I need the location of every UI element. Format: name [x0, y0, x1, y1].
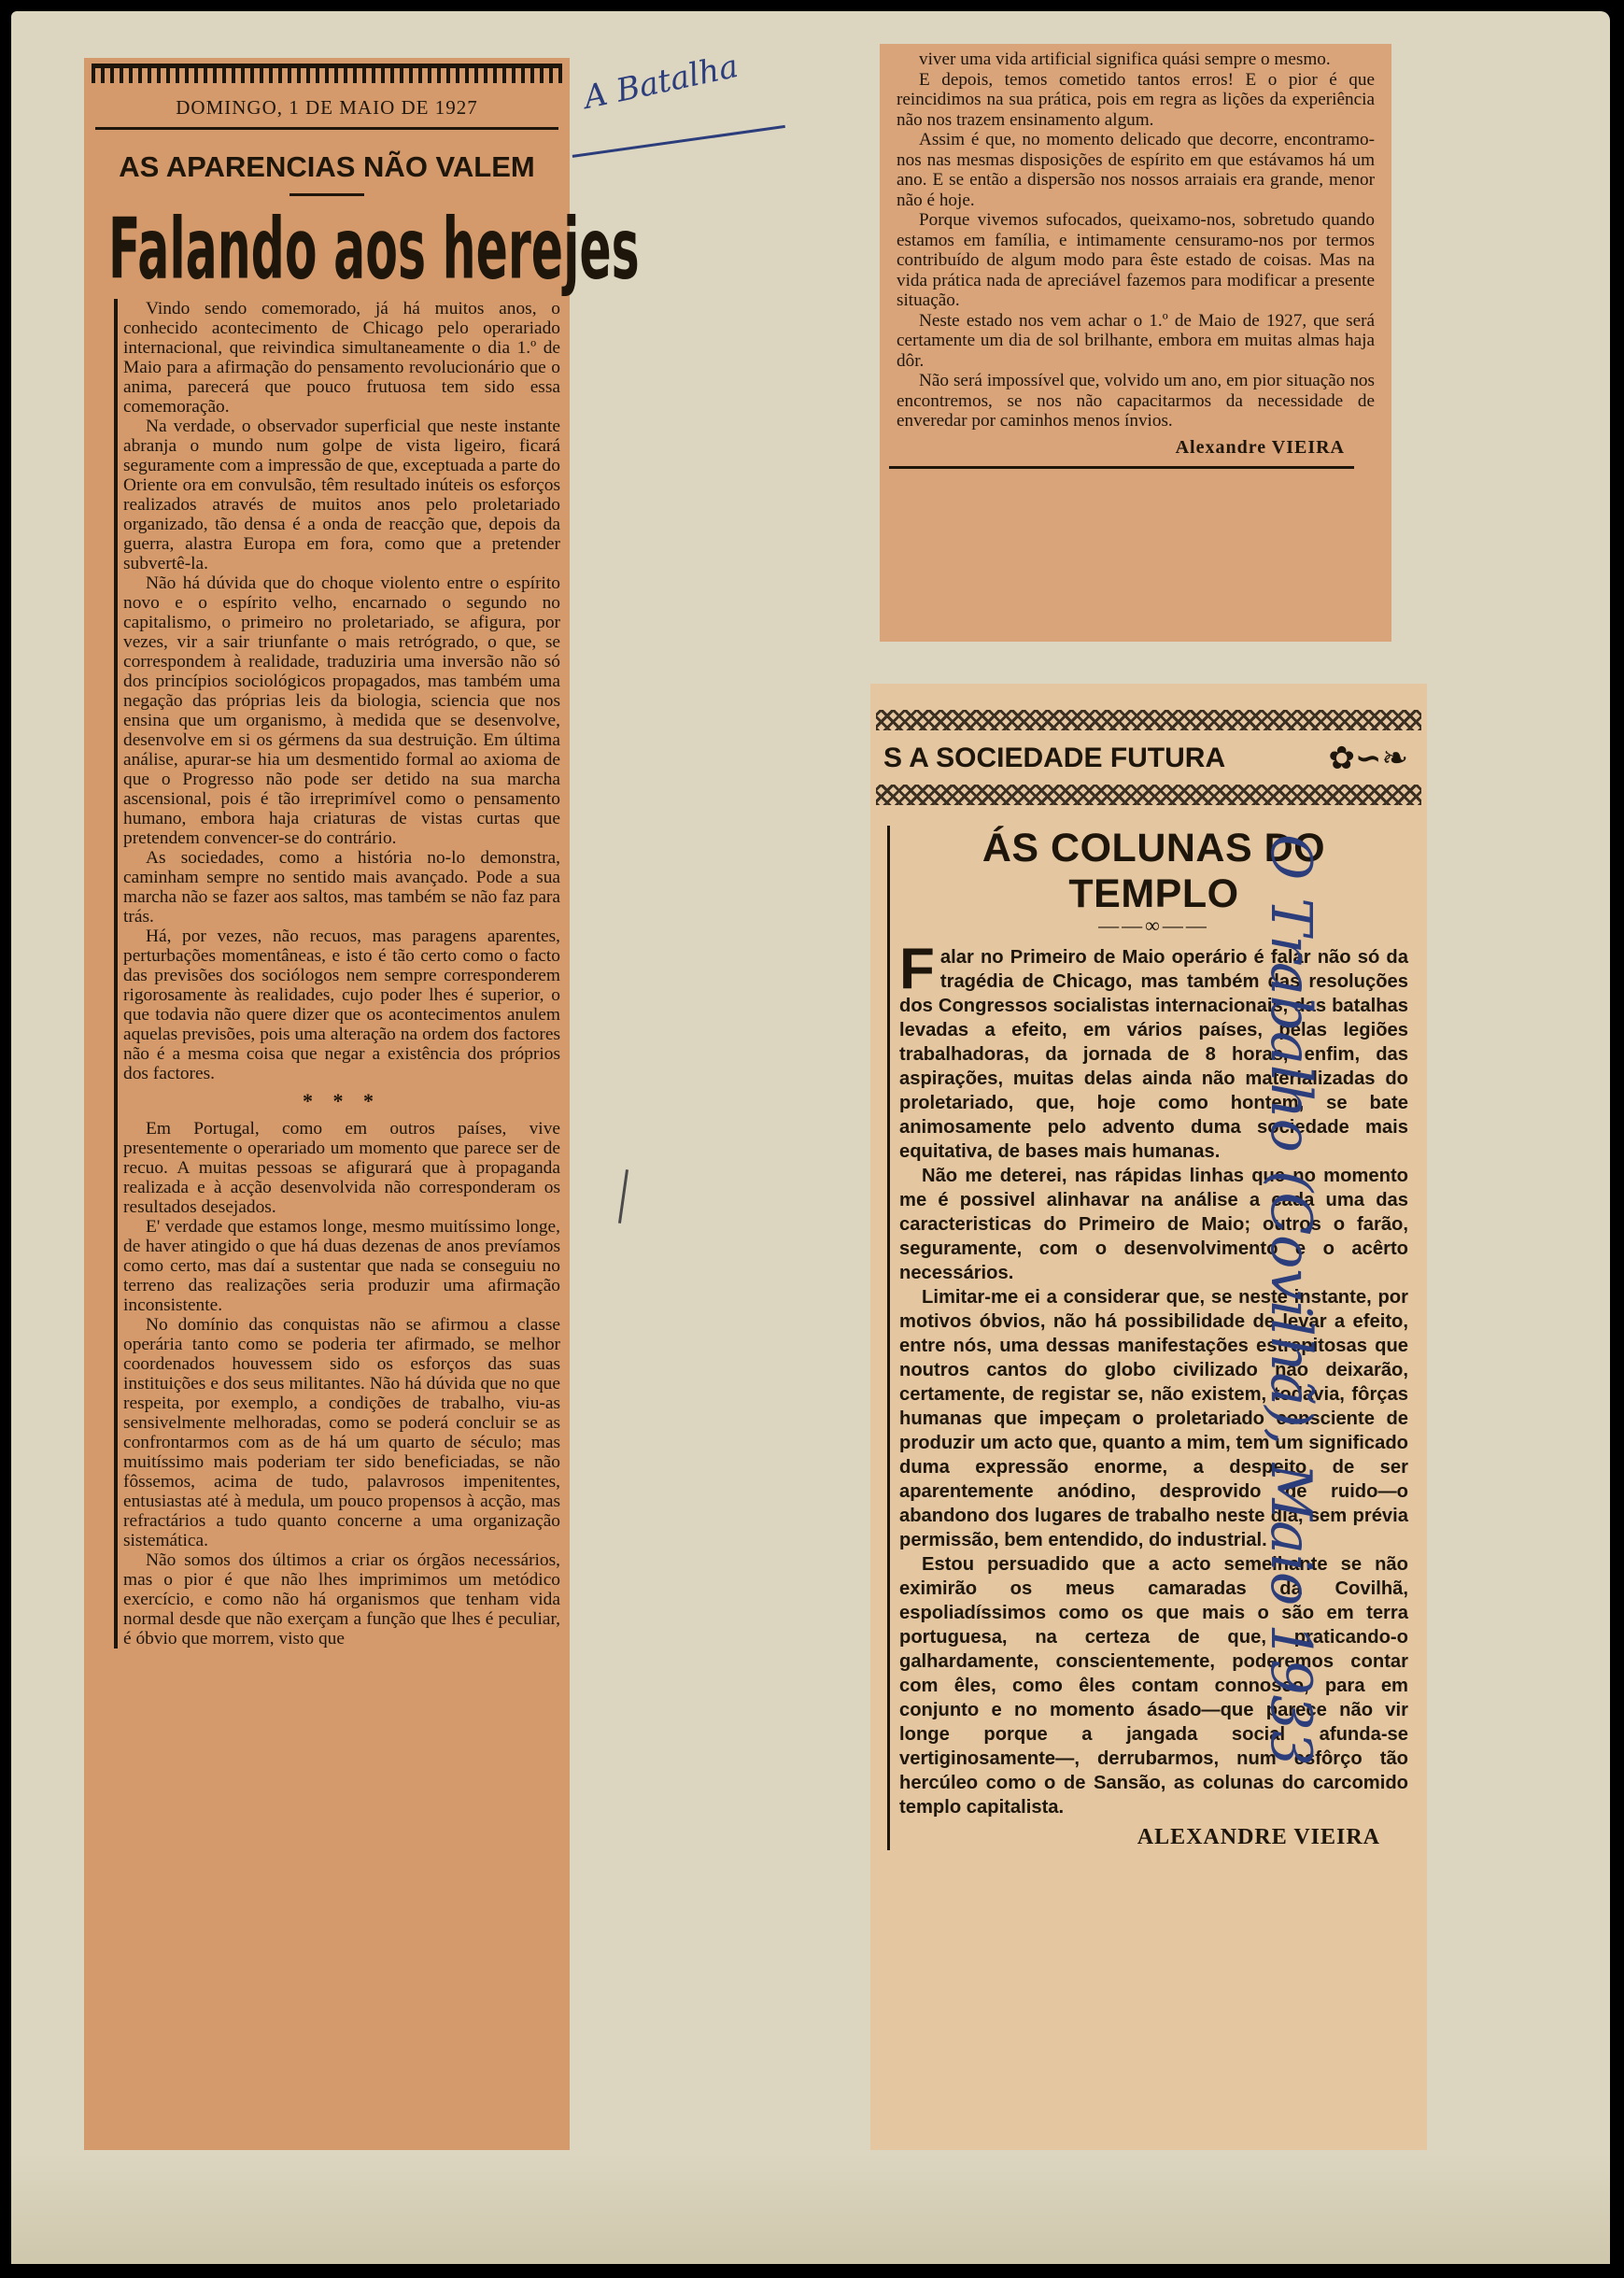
- section-separator: * * *: [303, 1089, 381, 1112]
- paragraph-text: alar no Primeiro de Maio operário é falar não só da tragédia de Chicago, mas também das resoluções dos Congressos socialistas internacionais, das batalhas levadas a efeito, em vários países, pelas legiões trabalhadoras, da jornada de 8 horas, enfim, das aspirações, muitas delas ainda não materializadas do proletariado, que, hoje como hontem, se bate animosamente pelo advento duma sociedade mais equitativa, de bases mais humanas.: [899, 947, 1408, 1162]
- headline: ÁS COLUNAS DO TEMPLO: [981, 826, 1326, 916]
- article-frame: [887, 826, 1408, 1850]
- left-clipping: [84, 58, 640, 2229]
- paragraph: Limitar-me ei a considerar que, se neste instante, por motivos óbvios, não há possibilidade de levar a efeito, entre nós, uma dessas manifestações estrepitosas que noutros cantos do globo civilizado não deixarão, certamente, de registar se, não existem, todavia, fôrças humanas que impeçam o proletariado consciente de produzir um acto que, quanto a mim, tem um significado duma expressão enorme, a despeito de ser aparentemente anódino, desprovido de ruido—o abandono dos lugares de trabalho neste dia, sem prévia permissão, bem entendido, do industrial.: [899, 1287, 1408, 1550]
- paragraph: Estou persuadido que a acto semelhante se não eximirão os meus camaradas da Covilhã, espoliadíssimos como os que mais o são em terra portuguesa, na certeza de que, praticando-o galhardamente, conscientemente, poderemos contar com êles, como êles contam connosco, para em conjunto e no momento ásado—que parece não vir longe porque a jangada social afunda-se vertiginosamente—, derrubarmos, num esfôrço tão hercúleo como o de Sansão, as colunas do carcomido templo capitalista.: [899, 1554, 1408, 1818]
- masthead-rule: [92, 64, 562, 83]
- kicker-rule: [289, 193, 364, 196]
- flower-ornament-icon: ✿∽❧: [1328, 741, 1408, 776]
- paragraph: Assim é que, no momento delicado que decorre, encontramo-nos nas mesmas disposições de espírito em que estávamos há um ano. E se então a dispersão nos nossos arraiais era grande, menor não é hoje.: [897, 130, 1375, 210]
- closing-rule: [889, 466, 1354, 469]
- paragraph: Vindo sendo comemorado, já há muitos anos, o conhecido acontecimento de Chicago pelo operariado internacional, que reivindica simultaneamente o dia 1.º de Maio para a afirmação do pensamento revolucionário que o anima, parecerá que pouco frutuosa tem sido essa comemoração.: [123, 299, 560, 417]
- paragraph: Não me deterei, nas rápidas linhas que no momento me é possivel alinhavar na análise a cada uma das caracteristicas do Primeiro de Maio; outros o farão, seguramente, com o desenvolvimento e o acêrto necessários.: [899, 1166, 1408, 1283]
- paragraph: Não será impossível que, volvido um ano, em pior situação nos encontremos, se nos não capacitarmos da necessidade de enveredar por caminhos menos ínvios.: [897, 371, 1375, 431]
- paragraph: As sociedades, como a história no-lo demonstra, caminham sempre no sentido mais avançado. Pode a sua marcha não se fazer aos saltos, mas também se não faz para trás.: [123, 848, 560, 927]
- signature: ALEXANDRE VIEIRA: [1137, 1825, 1380, 1849]
- handwritten-source-note: A Batalha: [580, 48, 741, 117]
- pencil-mark: [618, 1169, 628, 1224]
- paragraph: [899, 937, 1408, 1164]
- paragraph: Neste estado nos vem achar o 1.º de Maio de 1927, que será certamente um dia de sol brilhante, embora em muitas almas haja dôr.: [897, 310, 1375, 371]
- handwritten-side-note: O Trabalho (Covilhã), Maio 1933: [1258, 834, 1323, 1766]
- ornamental-border-bottom: [876, 785, 1421, 805]
- paragraph: Não somos dos últimos a criar os órgãos necessários, mas o pior é que não lhes imprimimos um metódico exercício, e como não há organismos que tenham vida normal desde que não exerçam a função que lhes é peculiar, é óbvio que morrem, visto que: [123, 1550, 560, 1648]
- paragraph: No domínio das conquistas não se afirmou a classe operária tanto como se poderia ter afirmado, se melhor coordenados houvessem sido os esforços das suas instituições e dos seus militantes. Não há dúvida que no que respeita, por exemplo, a condições de trabalho, viu-as sensivelmente melhoradas, como se poderá concluir se as confrontarmos com as de há um quarto de século; mas muitíssimo mais poderiam ter sido beneficiadas, se não fôssemos, acima de tudo, palavrosos impenitentes, entusiastas até à medula, um pouco propensos à acção, mas refractários a tudo quanto concerne a uma organização sistemática.: [123, 1315, 560, 1550]
- ornamental-border-top: [876, 710, 1421, 730]
- paragraph: Porque vivemos sufocados, queixamo-nos, sobretudo quando estamos em família, e intimamente censuramo-nos por termos contribuído de algum modo para êste estado de coisas. Mas na vida prática nada de apreciável fazemos para modificar a presente situação.: [897, 210, 1375, 310]
- continuation-clipping: [880, 44, 1391, 642]
- series-title: S A SOCIEDADE FUTURA: [883, 743, 1226, 773]
- headline: Falando aos herejes: [108, 199, 640, 298]
- article-body: [114, 299, 560, 1648]
- series-header: [870, 730, 1427, 785]
- paragraph: Há, por vezes, não recuos, mas paragens aparentes, perturbações momentâneas, e isto é tão certo como o facto das previsões dos sociólogos nem sempre corresponderem rigorosamente às realidades, cujo poder lhes é superior, o que todavia não quere dizer que os acontecimentos anulem aquelas previsões, pois uma alteração na ordem dos factores não é a mesma coisa que negar a existência dos próprios dos factores.: [123, 927, 560, 1083]
- paragraph: Na verdade, o observador superficial que neste instante abranja o mundo num golpe de vista ligeiro, ficará seguramente com a impressão de que, exceptuada a parte do Oriente ora em convulsão, têm resultado inúteis os esforços realizados através de muitos anos pelo proletariado organizado, tão densa é a onda de reacção que, depois da guerra, alastra Europa em fora, como que a pretender subvertê-la.: [123, 417, 560, 573]
- drop-cap: F: [899, 937, 935, 1001]
- paragraph: E' verdade que estamos longe, mesmo muitíssimo longe, de haver atingido o que há duas dezenas de anos prevíamos como certo, mas daí a sustentar que nada se conseguiu no terreno das realizações seria produzir uma afirmação inconsistente.: [123, 1217, 560, 1315]
- temple-clipping: [870, 684, 1427, 2164]
- signature: Alexandre VIEIRA: [1175, 436, 1345, 458]
- kicker: AS APARENCIAS NÃO VALEM: [119, 150, 535, 183]
- title-flourish-icon: ——∞——: [1098, 913, 1209, 937]
- paragraph: E depois, temos cometido tantos erros! E o pior é que reincidimos na sua prática, pois em regra as lições da experiência não nos trazem ensinamento algum.: [897, 69, 1375, 130]
- archive-sheet: [11, 11, 1610, 2264]
- dateline: DOMINGO, 1 DE MAIO DE 1927: [95, 83, 558, 130]
- paragraph: viver uma vida artificial significa quási sempre o mesmo.: [919, 50, 1331, 69]
- paragraph: Não há dúvida que do choque violento entre o espírito novo e o espírito velho, encarnado o segundo no capitalismo, o primeiro no proletariado, se afigura, por vezes, vir a sair triunfante o mais retrógrado, o que, se correspondem à realidade, traduziria uma inversão não só dos princípios sociológicos propagados, mas também uma negação das próprias leis da biologia, sciencia que nos ensina que um organismo, à medida que se desenvolve, desenvolve em si os gérmens da sua destruição. Em última análise, apurar-se hia um desmentido formal ao axioma de que o Progresso não pode ser detido na sua marcha ascensional, pois é tão irreprimível como o pensamento humano, embora haja criaturas de vistas curtas que pretendem convencer-se do contrário.: [123, 573, 560, 848]
- paragraph: Em Portugal, como em outros países, vive presentemente o operariado um momento que parece ser de recuo. A muitas pessoas se afigurará que à propaganda realizada e à acção desenvolvida não corresponderam os resultados desejados.: [123, 1119, 560, 1217]
